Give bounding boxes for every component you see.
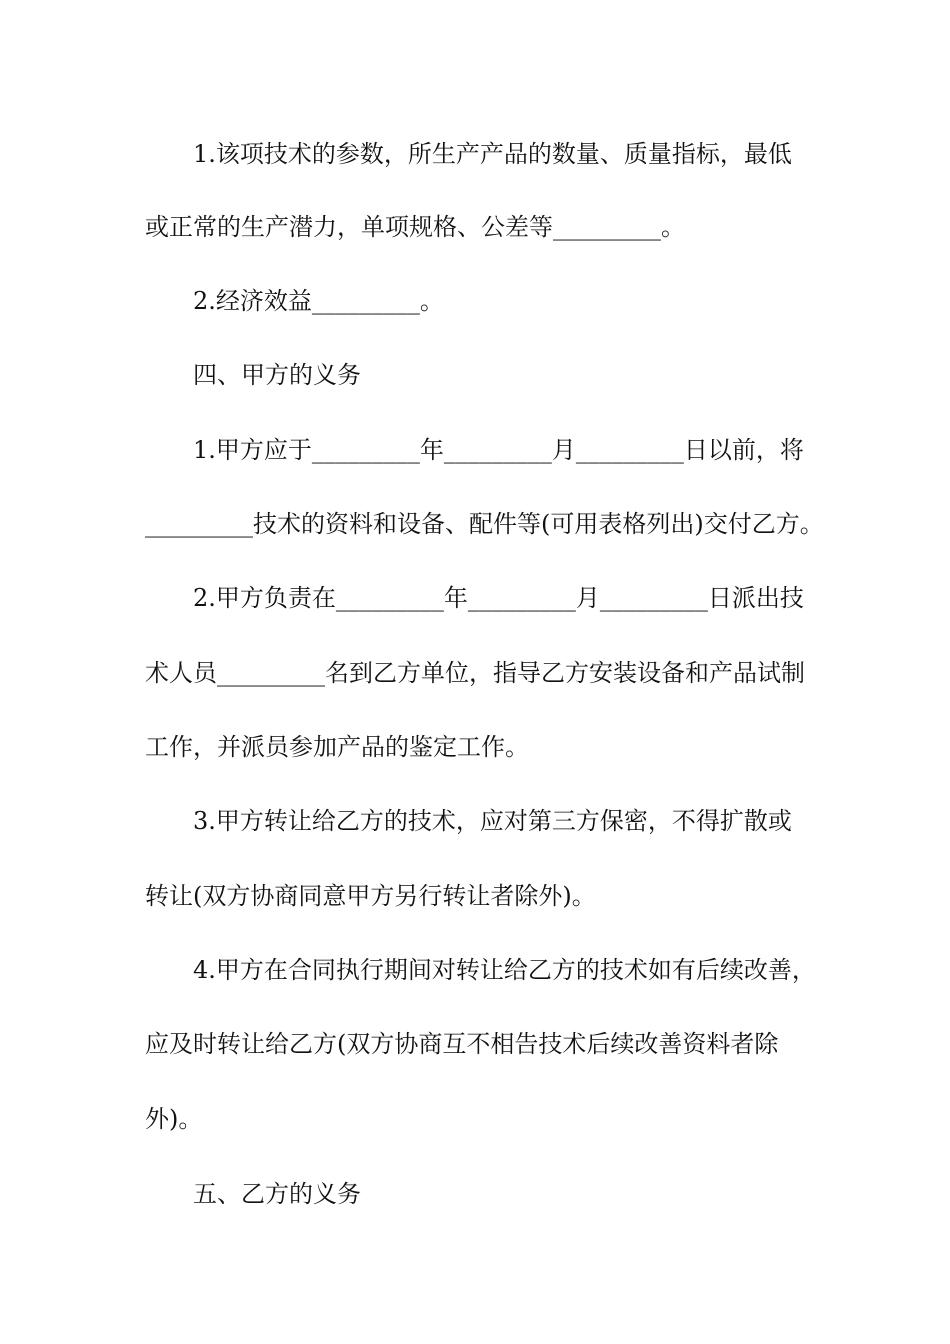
clause-4-2-line-1: 2.甲方负责在_________年_________月_________日派出技: [193, 584, 804, 612]
clause-4-4-line-2: 应及时转让给乙方(双方协商互不相告技术后续改善资料者除: [145, 1030, 779, 1058]
clause-3-1-line-2: 或正常的生产潜力，单项规格、公差等_________。: [145, 213, 685, 241]
clause-3-2: 2.经济效益_________。: [193, 287, 444, 315]
clause-4-2-line-3: 工作，并派员参加产品的鉴定工作。: [145, 733, 529, 761]
clause-3-1-line-1: 1.该项技术的参数，所生产产品的数量、质量指标，最低: [193, 140, 792, 168]
clause-4-3-line-2: 转让(双方协商同意甲方另行转让者除外)。: [145, 882, 596, 910]
clause-4-4-line-1: 4.甲方在合同执行期间对转让给乙方的技术如有后续改善，: [193, 956, 816, 984]
section-5-heading: 五、乙方的义务: [193, 1180, 361, 1208]
clause-4-1-line-2: _________技术的资料和设备、配件等(可用表格列出)交付乙方。: [145, 510, 824, 538]
clause-4-4-line-3: 外)。: [145, 1105, 203, 1133]
clause-4-1-line-1: 1.甲方应于_________年_________月_________日以前，将: [193, 436, 804, 464]
clause-4-3-line-1: 3.甲方转让给乙方的技术，应对第三方保密，不得扩散或: [193, 807, 792, 835]
clause-4-2-line-2: 术人员_________名到乙方单位，指导乙方安装设备和产品试制: [145, 659, 805, 687]
section-4-heading: 四、甲方的义务: [193, 361, 361, 389]
